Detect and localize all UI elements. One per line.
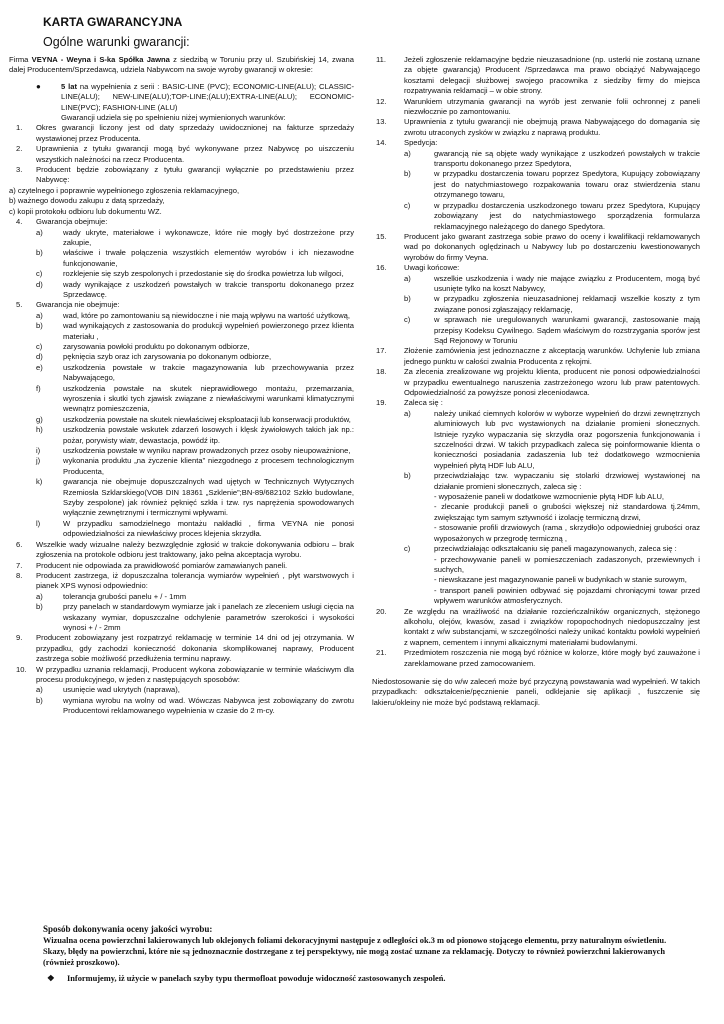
clause-4-a: a) wady ukryte, materiałowe i wykonawcze, które nie mogły być dostrzeżone przy zakupie, <box>36 227 354 247</box>
clause-5: 5. Gwarancja nie obejmuje: a) wad, które po zamontowaniu są niewidoczne i nie mają wpływu na wartość użytkową, b) wad wynikających z zastosowania do produkcji wypełnień powierzonego przez klienta materiału , c) zarysowania powłoki produktu po dokonanym odbiorze, d) pęknięcia szyb oraz ich zarysowania po dokonanym odbiorze, e) uszkodzenia powstałe w trakcie magazynowania lub przechowywania przez Nabywającego, f) uszkodzenia powstałe na skutek nieprawidłowego montażu, przemarzania, wyroszenia i skutki tych zjawisk związane z niewłaściwymi warunkami klimatycznymi wewnątrz pomieszczenia, g) uszkodzenia powstałe na skutek niewłaściwej eksploatacji lub konserwacji produktów, h) uszkodzenia powstałe wskutek zdarzeń losowych i klęsk żywiołowych takich jak np.: pożar, porywisty wiatr, dewastacja, powódź itp. i) uszkodzenia powstałe w wyniku napraw prowadzonych przez osoby nieupoważnione, j) wykonania produktu „na życzenie klienta” niezgodnego z procesem technologicznym Producenta, k) gwarancja nie obejmuje dopuszczalnych wad ujętych w Technicznych Wytycznych Rzemiosła Szklarskiego(VOB DIN 18361 „Szklenie”;BN-89/682102 Szkło budowlane, Szyby zespolone) jak również pęknięć szkła i tzw. rys naprężenia spowodowanych wyłącznie zewnętrznymi i termicznymi wpływami. l) W przypadku samodzielnego montażu nakładki , firma VEYNA nie ponosi odpowiedzialności za niewłaściwy proces klejenia skrzydła. <box>16 300 354 539</box>
warranty-period-bullet: ● 5 lat na wypełnienia z serii : BASIC-LINE (PVC); ECONOMIC-LINE(ALU); CLASSIC-LINE(ALU); NEW-LINE(ALU);TOP-LINE;(ALU);EXTRA-LINE(ALU); ECONOMIC-LINE(PVC); FASHION-LINE (ALU) <box>36 81 354 112</box>
clause-16: 16. Uwagi końcowe: a) wszelkie uszkodzenia i wady nie mające związku z Producentem, mogą być usunięte tylko na koszt Nabywcy, b) w przypadku zgłoszenia nieuzasadnionej reklamacji wszelkie koszty z tym związane ponosi zgłaszający reklamację, c) w sprawach nie uregulowanych warunkami gwarancji, zastosowanie mają przepisy Kodeksu Cywilnego. Sądem właściwym do rozstrzygania sporów jest Sąd Rejonowy w Toruniu <box>372 263 700 346</box>
clause-5-h: h) uszkodzenia powstałe wskutek zdarzeń losowych i klęsk żywiołowych takich jak np.: pożar, porywisty wiatr, dewastacja, powódź itp. <box>36 425 354 445</box>
clause-14: 14. Spedycja: a) gwarancją nie są objęte wady wynikające z uszkodzeń powstałych w trakcie transportu dokonanego przez Spedytora, b) w przypadku dostarczenia towaru poprzez Spedytora, Kupujący zobowiązany jest do natychmiastowego rozpakowania towaru oraz stwierdzenia stanu otrzymanego towaru, c) w przypadku dostarczenia uszkodzonego towaru przez Spedytora, Kupujący zobowiązany jest do natychmiastowego sporządzenia formularza reklamacyjnego należącego do danego Spedytora. <box>372 138 700 232</box>
quality-assessment-text: Wizualna ocena powierzchni lakierowanych lub oklejonych foliami dekoracyjnymi następuje z odległości ok.3 m od pionowo stojącego elementu, przy naturalnym oświetleniu. Skazy, błędy na powierzchni, które nie są jednoznacznie dostrzegane z tej perspektywy, nie mogą zostać uznane za reklamację. Dotyczy to również powierzchni lakierowanych (również proszkowo). <box>43 936 667 967</box>
bullet-dot-icon: ● <box>36 81 41 91</box>
clause-12: 12. Warunkiem utrzymania gwarancji na wyrób jest zerwanie folii ochronnej z paneli niezwłocznie po zamontowaniu. <box>376 96 700 117</box>
clause-5-e: e) uszkodzenia powstałe w trakcie magazynowania lub przechowywania przez Nabywającego, <box>36 362 354 383</box>
clause-19-a: a) należy unikać ciemnych kolorów w wyborze wypełnień do drzwi zewnętrznych aluminiowych lub pvc wystawionych na działanie promieni słonecznych. Istnieje ryzyko wypaczania się skrzydła oraz pogorszenia funkcjonowania i szczelności drzwi. W takich przypadkach zaleca się poinformowanie klienta o konieczności posiadania zadaszenia lub też dodatkowego wzmocnienia wypełnień płytą HDF lub ALU, <box>404 408 700 470</box>
clause-10-a: a) usunięcie wad ukrytych (naprawa), <box>36 685 180 695</box>
clause-16-a: a) wszelkie uszkodzenia i wady nie mające związku z Producentem, mogą być usunięte tylko na koszt Nabywcy, <box>404 273 700 293</box>
clause-14-c: c) w przypadku dostarczenia uszkodzonego towaru przez Spedytora, Kupujący zobowiązany jest do natychmiastowego sporządzenia formularza reklamacyjnego należącego do danego Spedytora. <box>404 200 700 231</box>
clause-5-f: f) uszkodzenia powstałe na skutek nieprawidłowego montażu, przemarzania, wyroszenia i skutki tych zjawisk związane z niewłaściwymi warunkami klimatycznymi wewnątrz pomieszczenia, <box>36 383 354 414</box>
clause-1: 1. Okres gwarancji liczony jest od daty sprzedaży uwidocznionej na fakturze sprzedaży wystawionej przez Producenta. <box>16 123 354 143</box>
clause-21: 21. Przedmiotem roszczenia nie mogą być różnice w kolorze, które mogły być zauważone i zareklamowane przed zamocowaniem. <box>376 648 700 668</box>
quality-assessment-section <box>43 924 683 984</box>
clause-19-b-1: - wyposażenie paneli w dodatkowe wzmocnienie płytą HDF lub ALU, <box>434 492 665 502</box>
clause-5-d: d) pęknięcia szyb oraz ich zarysowania po dokonanym odbiorze, <box>36 352 272 362</box>
clause-9: 9. Producent zobowiązany jest rozpatrzyć reklamację w terminie 14 dni od jej otrzymania. W przypadku, gdy zachodzi konieczność dokonania skomplikowanej naprawy, Producent zastrzega sobie możliwość przedłużenia terminu naprawy. <box>16 633 354 664</box>
clause-17: 17. Złożenie zamówienia jest jednoznaczne z akceptacją warunków. Uchylenie lub zmiana jednego punktu w całości zwalnia Producenta z rękojmi. <box>376 346 700 366</box>
clause-15: 15. Producent jako gwarant zastrzega sobie prawo do oceny i kwalifikacji reklamowanych wad po dokonanych oględzinach u Nabywcy lub po dostarczeniu kwestionowanych wyrobów do firmy Veyna. <box>376 231 700 262</box>
diamond-bullet-icon: ❖ <box>47 974 55 983</box>
clause-5-i: i) uszkodzenia powstałe w wyniku napraw prowadzonych przez osoby nieupoważnione, <box>36 446 351 456</box>
clause-19-b-3: - stosowanie profili drzwiowych (rama , skrzydło)o odpowiedniej grubości oraz wyposażonych w przegrodę termiczną , <box>434 523 700 543</box>
clause-14-b: b) w przypadku dostarczenia towaru poprzez Spedytora, Kupujący zobowiązany jest do natychmiastowego rozpakowania towaru oraz stwierdzenia stanu otrzymanego towaru, <box>404 169 700 200</box>
clause-19: 19. Zaleca się : a) należy unikać ciemnych kolorów w wyborze wypełnień do drzwi zewnętrznych aluminiowych lub pvc wystawionych na działanie promieni słonecznych. Istnieje ryzyko wypaczania się skrzydła oraz pogorszenia funkcjonowania i szczelności drzwi. W takich przypadkach zaleca się poinformowanie klienta o konieczności posiadania zadaszenia lub też dodatkowego wzmocnienia wypełnień płytą HDF lub ALU, b) przeciwdziałając tzw. wypaczaniu się stolarki drzwiowej wystawionej na działanie promieni słonecznych, zaleca się : - wyposażenie paneli w dodatkowe wzmocnienie płytą HDF lub ALU, - zlecanie produkcji paneli o grubości większej niż standardowa tj.24mm, zwiększając tym samym sztywność i izolację termiczną drzwi, - stosowanie profili drzwiowych (rama , skrzydło)o odpowiedniej grubości oraz wyposażonych w przegrodę termiczną , c) przeciwdziałając odkształcaniu się paneli magazynowanych, zaleca się : - przechowywanie paneli w pomieszczeniach zadaszonych, przewiewnych i suchych, - niewskazane jest magazynowanie paneli w budynkach w stanie surowym, - transport paneli powinien odbywać się pojazdami chroniącymi towar przed wpływem warunków atmosferycznych. <box>372 398 700 606</box>
clause-6: 6. Wszelkie wady wizualne należy bezwzględnie zgłosić w trakcie dokonywania odbioru – brak zgłoszenia na protokole odbioru jest traktowany, jako pełna akceptacja wyrobu. <box>16 539 354 560</box>
clause-4-c: c) rozklejenie się szyb zespolonych i przedostanie się do środka powietrza lub wilgoci, <box>36 269 344 279</box>
clause-5-j: j) wykonania produktu „na życzenie klienta” niezgodnego z procesem technologicznym Producenta, <box>36 456 354 476</box>
clause-5-g: g) uszkodzenia powstałe na skutek niewłaściwej eksploatacji lub konserwacji produktów, <box>36 414 351 424</box>
intro-paragraph: Firma VEYNA - Weyna i S-ka Spółka Jawna z siedzibą w Toruniu przy ul. Szubińskiej 14, zwana dalej Producentem/Sprzedawcą, udziela Nabywcom na swoje wyroby gwarancji w okresie: <box>9 55 355 75</box>
clause-3: 3. Producent będzie zobowiązany z tytułu gwarancji wyłącznie po przedstawieniu przez Nabywcę: a) czytelnego i poprawnie wypełnionego zgłoszenia reklamacyjnego, b) ważnego dowodu zakupu z datą sprzedaży, c) kopii protokołu odbioru lub dokumentu WZ. <box>9 165 354 216</box>
clause-16-b: b) w przypadku zgłoszenia nieuzasadnionej reklamacji wszelkie koszty z tym związane ponosi zgłaszający reklamację, <box>404 294 700 314</box>
clause-5-b: b) wad wynikających z zastosowania do produkcji wypełnień powierzonego przez klienta materiału , <box>36 321 354 341</box>
clause-4-b: b) właściwe i trwałe połączenia wszystkich elementów wyrobów i ich niezawodne funkcjonowanie, <box>36 248 354 268</box>
clause-19-c-2: - niewskazane jest magazynowanie paneli w budynkach w stanie surowym, <box>434 575 687 585</box>
thermofloat-note: ❖ Informujemy, iż użycie w panelach szyby typu thermofloat powoduje widoczność zastosowanych zespoleń. <box>47 974 446 983</box>
quality-assessment-heading: Sposób dokonywania oceny jakości wyrobu: <box>43 924 213 934</box>
clause-19-c-1: - przechowywanie paneli w pomieszczeniach zadaszonych, przewiewnych i suchych, <box>434 554 700 574</box>
clause-4: 4. Gwarancja obejmuje: a) wady ukryte, materiałowe i wykonawcze, które nie mogły być dostrzeżone przy zakupie, b) właściwe i trwałe połączenia wszystkich elementów wyrobów i ich niezawodne funkcjonowanie, c) rozklejenie się szyb zespolonych i przedostanie się do środka powietrza lub wilgoci, d) wady wynikające z uszkodzeń powstałych w trakcie transportu dokonanego przez Sprzedawcę. <box>16 217 354 299</box>
clause-8-b: b) przy panelach w standardowym wymiarze jak i panelach ze zleceniem usługi cięcia na wskazany wymiar, dopuszczalne odchylenie parametrów szerokości i wysokości wynosi + / - 2mm <box>36 602 354 632</box>
document-title: KARTA GWARANCYJNA <box>43 15 183 29</box>
company-name: VEYNA - Weyna i S-ka Spółka Jawna <box>31 55 170 64</box>
clause-19-c: c) przeciwdziałając odkształcaniu się paneli magazynowanych, zaleca się : <box>404 544 677 554</box>
clause-7: 7. Producent nie odpowiada za prawidłowość pomiarów zamawianych paneli. <box>16 560 288 570</box>
clause-16-c: c) w sprawach nie uregulowanych warunkami gwarancji, zastosowanie mają przepisy Kodeksu Cywilnego. Sądem właściwym do rozstrzygania sporów jest Sąd Rejonowy w Toruniu <box>404 315 700 345</box>
clause-5-l: l) W przypadku samodzielnego montażu nakładki , firma VEYNA nie ponosi odpowiedzialności za niewłaściwy proces klejenia skrzydła. <box>36 518 354 539</box>
document-subtitle: Ogólne warunki gwarancji: <box>43 35 190 49</box>
left-column <box>9 55 354 717</box>
clause-10-b: b) wymiana wyrobu na wolny od wad. Wówczas Nabywca jest zobowiązany do zwrotu Producentowi reklamowanego wypełnienia w czasie do 2 m-cy. <box>36 695 354 716</box>
clause-8: 8. Producent zastrzega, iż dopuszczalna tolerancja wymiarów wypełnień , płyt warstwowych i pianek XPS wynosi odpowiednio: a) tolerancja grubości panelu + / - 1mm b) przy panelach w standardowym wymiarze jak i panelach ze zleceniem usługi cięcia na wskazany wymiar, dopuszczalne odchylenie parametrów szerokości i wysokości wynosi + / - 2mm <box>16 570 354 632</box>
clause-10: 10. W przypadku uznania reklamacji, Producent wykona zobowiązanie w terminie właściwym dla procesu produkcyjnego, w jeden z następujących sposobów: a) usunięcie wad ukrytych (naprawa), b) wymiana wyrobu na wolny od wad. Wówczas Nabywca jest zobowiązany do zwrotu Producentowi reklamowanego wypełnienia w czasie do 2 m-cy. <box>16 664 354 716</box>
warranty-conditions-intro: Gwarancji udziela się po spełnieniu niżej wymienionych warunków: <box>61 113 286 123</box>
right-column <box>372 55 700 708</box>
clause-20: 20. Ze względu na wrażliwość na działanie rozcieńczalników organicznych, stężonego alkoholu, olejów, kwasów, zasad i związków ropopochodnych niedopuszczalny jest kontakt z w/w substancjami, w szczególności należy unikać kontaktu powłoki wypełnień z wapnem, cementem i innymi alkaicznymi materiałami budowlanymi. <box>376 606 700 647</box>
clause-5-k: k) gwarancja nie obejmuje dopuszczalnych wad ujętych w Technicznych Wytycznych Rzemiosła Szklarskiego(VOB DIN 18361 „Szklenie”;BN-89/682102 Szkło budowlane, Szyby zespolone) jak również pęknięć szkła i tzw. rys naprężenia spowodowanych wyłącznie zewnętrznymi i termicznymi wpływami. <box>36 477 354 518</box>
clause-18: 18. Za zlecenia zrealizowane wg projektu klienta, producent nie ponosi odpowiedzialności w przypadku ewentualnego naruszenia zastrzeżonego wzoru lub praw patentowych. Odpowiedzialność za powyższe ponosi zleceniodawca. <box>376 367 700 397</box>
clause-5-a: a) wad, które po zamontowaniu są niewidoczne i nie mają wpływu na wartość użytkową, <box>36 310 351 320</box>
clause-19-b-2: - zlecanie produkcji paneli o grubości większej niż standardowa tj.24mm, zwiększając tym samym sztywność i izolację termiczną drzwi, <box>434 502 700 522</box>
clause-8-a: a) tolerancja grubości panelu + / - 1mm <box>36 591 187 601</box>
clause-19-b: b) przeciwdziałając tzw. wypaczaniu się stolarki drzwiowej wystawionej na działanie promieni słonecznych, zaleca się : <box>404 471 700 491</box>
clause-11: 11. Jeżeli zgłoszenie reklamacyjne będzie nieuzasadnione (np. usterki nie zostaną uznane za objęte gwarancją) Producent /Sprzedawca ma prawo obciążyć Nabywającego kosztami delegacji służbowej swojego pracownika z siedziby firmy do miejsca rozpatrywania reklamacji – w obie strony. <box>376 55 700 96</box>
clause-14-a: a) gwarancją nie są objęte wady wynikające z uszkodzeń powstałych w trakcie transportu dokonanego przez Spedytora, <box>404 148 700 169</box>
clause-13: 13. Uprawnienia z tytułu gwarancji nie obejmują prawa Nabywającego do domagania się zwrotu utraconych zysków w związku z naprawą produktu. <box>376 117 700 137</box>
closing-paragraph: Niedostosowanie się do w/w zaleceń może być przyczyną powstawania wad wypełnień. W takich przypadkach: odkształcenie/pęcznienie paneli, odklejanie się aplikacji , fuszczenie się lakieru/okleiny nie może być podstawą reklamacji. <box>372 676 700 707</box>
clause-19-c-3: - transport paneli powinien odbywać się pojazdami chroniącymi towar przed wpływem warunków atmosferycznych. <box>434 585 700 606</box>
clause-4-d: d) wady wynikające z uszkodzeń powstałych w trakcie transportu dokonanego przez Sprzedawcę. <box>36 279 354 299</box>
clause-3-b: b) ważnego dowodu zakupu z datą sprzedaży, <box>9 196 165 206</box>
clause-3-c: c) kopii protokołu odbioru lub dokumentu WZ. <box>9 206 162 216</box>
clause-5-c: c) zarysowania powłoki produktu po dokonanym odbiorze, <box>36 341 250 351</box>
warranty-period: 5 lat <box>61 81 77 91</box>
clause-3-a: a) czytelnego i poprawnie wypełnionego zgłoszenia reklamacyjnego, <box>9 185 240 195</box>
clause-2: 2. Uprawnienia z tytułu gwarancji mogą być wykonywane przez Nabywcę po uiszczeniu wszystkich należności na rzecz Producenta. <box>16 144 354 164</box>
